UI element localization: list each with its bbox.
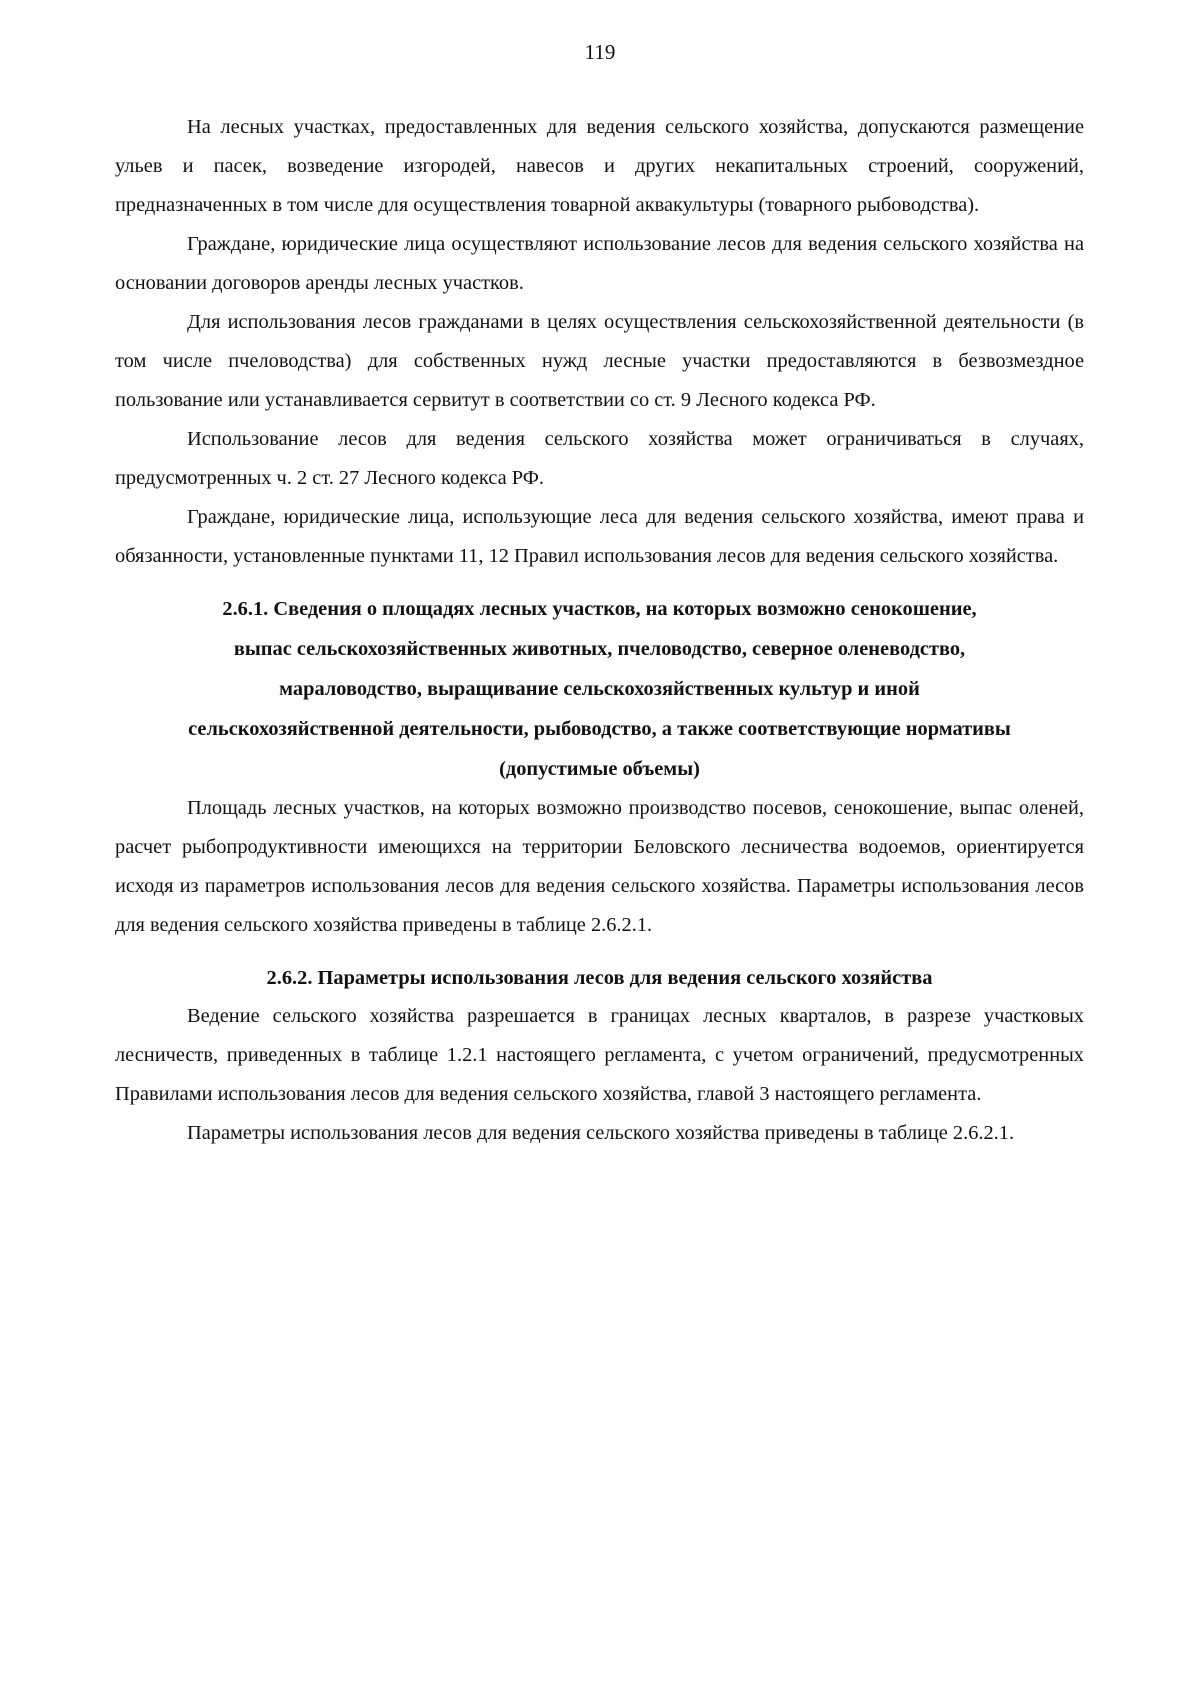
page-content: [115, 108, 1084, 1153]
paragraph-restrictions: Использование лесов для ведения сельского хозяйства может ограничиваться в случаях, предусмотренных ч. 2 ст. 27 Лесного кодекса РФ.: [115, 428, 1084, 489]
heading-line: 2.6.1. Сведения о площадях лесных участков, на которых возможно сенокошение,: [222, 598, 977, 620]
heading-line: выпас сельскохозяйственных животных, пчеловодство, северное оленеводство,: [233, 638, 966, 660]
heading-line: мараловодство, выращивание сельскохозяйственных культур и иной: [279, 678, 920, 700]
paragraph-rights-obligations: Граждане, юридические лица, использующие леса для ведения сельского хозяйства, имеют права и обязанности, установленные пунктами 11, 12 Правил использования лесов для ведения сельского хозяйства.: [115, 506, 1084, 567]
section-heading-2-6-2: 2.6.2. Параметры использования лесов для ведения сельского хозяйства: [266, 967, 933, 989]
paragraph-agriculture-allowed: Ведение сельского хозяйства разрешается в границах лесных кварталов, в разрезе участковых лесничеств, приведенных в таблице 1.2.1 настоящего регламента, с учетом ограничений, предусмотренных Правилами использования лесов для ведения сельского хозяйства, главой 3 настоящего регламента.: [115, 1005, 1084, 1105]
paragraph-parameters-table-ref: Параметры использования лесов для ведения сельского хозяйства приведены в таблице 2.6.2.1.: [187, 1122, 1015, 1144]
paragraph-citizens-use: Для использования лесов гражданами в целях осуществления сельскохозяйственной деятельности (в том числе пчеловодства) для собственных нужд лесные участки предоставляются в безвозмездное пользование или устанавливается сервитут в соответствии со ст. 9 Лесного кодекса РФ.: [115, 311, 1084, 411]
section-heading-2-6-1: [115, 589, 1084, 789]
heading-line: (допустимые объемы): [499, 758, 700, 780]
paragraph-lease-agreements: Граждане, юридические лица осуществляют использование лесов для ведения сельского хозяйства на основании договоров аренды лесных участков.: [115, 233, 1084, 294]
paragraph-area-of-plots: Площадь лесных участков, на которых возможно производство посевов, сенокошение, выпас оленей, расчет рыбопродуктивности имеющихся на территории Беловского лесничества водоемов, ориентируется исходя из параметров использования лесов для ведения сельского хозяйства. Параметры использования лесов для ведения сельского хозяйства приведены в таблице 2.6.2.1.: [115, 797, 1084, 936]
paragraph-forest-plots-usage: На лесных участках, предоставленных для ведения сельского хозяйства, допускаются размещение ульев и пасек, возведение изгородей, навесов и других некапитальных строений, сооружений, предназначенных в том числе для осуществления товарной аквакультуры (товарного рыбоводства).: [115, 116, 1084, 216]
page-number: 119: [584, 40, 616, 64]
heading-line: сельскохозяйственной деятельности, рыбоводство, а также соответствующие нормативы: [188, 718, 1011, 740]
